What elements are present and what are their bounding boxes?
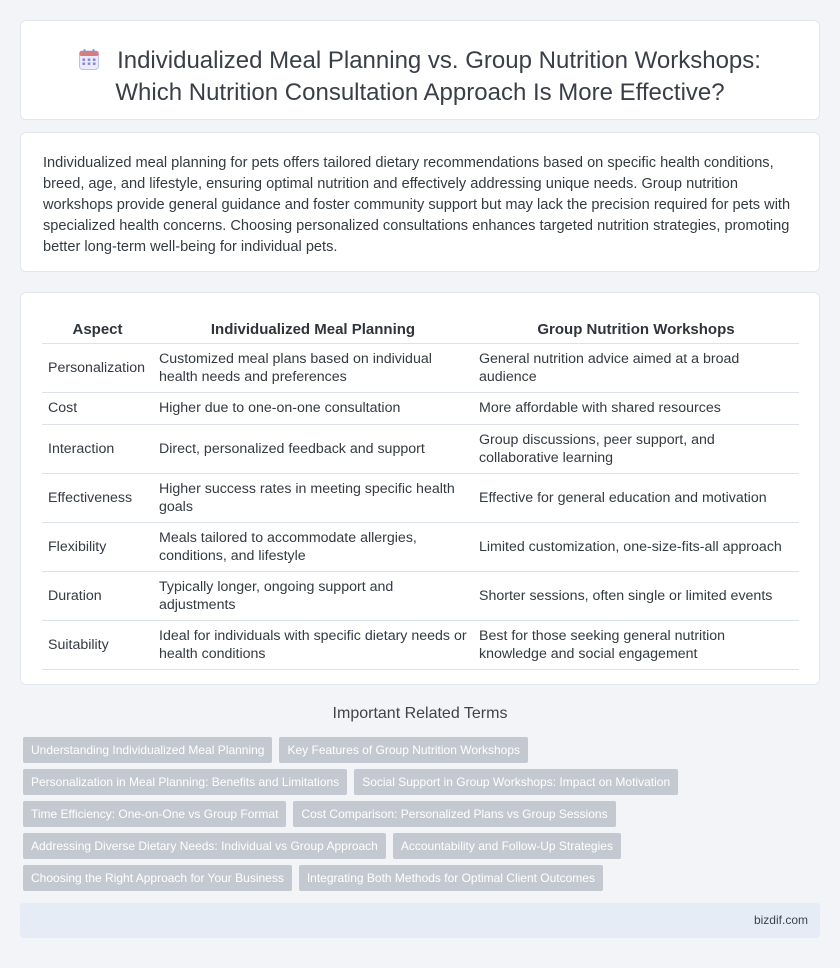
table-row xyxy=(42,522,799,571)
footer-bar xyxy=(20,903,820,938)
table-header-row xyxy=(42,315,799,343)
group-cell: Limited customization, one-size-fits-all approach xyxy=(473,522,799,571)
aspect-cell: Duration xyxy=(42,571,153,620)
table-row xyxy=(42,343,799,392)
table-row xyxy=(42,392,799,424)
aspect-cell: Interaction xyxy=(42,424,153,473)
aspect-cell: Flexibility xyxy=(42,522,153,571)
related-term-tag[interactable]: Cost Comparison: Personalized Plans vs Group Sessions xyxy=(293,801,615,827)
related-terms-heading: Important Related Terms xyxy=(332,705,508,722)
related-term-tag[interactable]: Social Support in Group Workshops: Impact on Motivation xyxy=(354,769,678,795)
group-cell: Best for those seeking general nutrition knowledge and social engagement xyxy=(473,620,799,669)
individualized-cell: Meals tailored to accommodate allergies, conditions, and lifestyle xyxy=(153,522,473,571)
page-title xyxy=(21,45,819,109)
individualized-cell: Typically longer, ongoing support and adjustments xyxy=(153,571,473,620)
title-line-2: Which Nutrition Consultation Approach Is More Effective? xyxy=(115,79,725,106)
related-term-tag[interactable]: Time Efficiency: One-on-One vs Group Format xyxy=(23,801,286,827)
individualized-cell: Higher success rates in meeting specific health goals xyxy=(153,473,473,522)
aspect-cell: Suitability xyxy=(42,620,153,669)
related-term-tag[interactable]: Integrating Both Methods for Optimal Client Outcomes xyxy=(299,865,603,891)
table-row xyxy=(42,620,799,669)
table-row xyxy=(42,473,799,522)
individualized-cell: Ideal for individuals with specific dietary needs or health conditions xyxy=(153,620,473,669)
group-cell: Effective for general education and motivation xyxy=(473,473,799,522)
title-card xyxy=(20,20,820,120)
related-term-tag[interactable]: Choosing the Right Approach for Your Business xyxy=(23,865,292,891)
related-term-tag[interactable]: Addressing Diverse Dietary Needs: Individual vs Group Approach xyxy=(23,833,386,859)
group-cell: Shorter sessions, often single or limited events xyxy=(473,571,799,620)
group-cell: More affordable with shared resources xyxy=(473,392,799,424)
individualized-cell: Direct, personalized feedback and support xyxy=(153,424,473,473)
intro-paragraph: Individualized meal planning for pets offers tailored dietary recommendations based on specific health conditions, breed, age, and lifestyle, ensuring optimal nutrition and effectively addressing unique needs. Group nutrition workshops provide general guidance and foster community support but may lack the precision required for pets with specialized health concerns. Choosing personalized consultations enhances targeted nutrition strategies, promoting better long-term well-being for individual pets. xyxy=(43,155,791,255)
comparison-table xyxy=(42,315,799,670)
related-term-tag[interactable]: Key Features of Group Nutrition Workshops xyxy=(279,737,528,763)
aspect-cell: Personalization xyxy=(42,343,153,392)
header-individualized: Individualized Meal Planning xyxy=(153,315,473,343)
related-term-tag[interactable]: Accountability and Follow-Up Strategies xyxy=(393,833,621,859)
related-term-tag[interactable]: Personalization in Meal Planning: Benefits and Limitations xyxy=(23,769,347,795)
header-aspect: Aspect xyxy=(42,315,153,343)
table-row xyxy=(42,424,799,473)
related-terms-list xyxy=(23,737,783,897)
table-row xyxy=(42,571,799,620)
group-cell: General nutrition advice aimed at a broad audience xyxy=(473,343,799,392)
individualized-cell: Customized meal plans based on individual health needs and preferences xyxy=(153,343,473,392)
individualized-cell: Higher due to one-on-one consultation xyxy=(153,392,473,424)
aspect-cell: Effectiveness xyxy=(42,473,153,522)
related-term-tag[interactable]: Understanding Individualized Meal Planning xyxy=(23,737,272,763)
aspect-cell: Cost xyxy=(42,392,153,424)
group-cell: Group discussions, peer support, and collaborative learning xyxy=(473,424,799,473)
title-line-1: Individualized Meal Planning vs. Group Nutrition Workshops: xyxy=(117,47,761,74)
site-name[interactable]: bizdif.com xyxy=(753,913,808,927)
comparison-card xyxy=(20,292,820,685)
calendar-icon xyxy=(79,49,99,70)
intro-card xyxy=(20,132,820,272)
header-group: Group Nutrition Workshops xyxy=(473,315,799,343)
